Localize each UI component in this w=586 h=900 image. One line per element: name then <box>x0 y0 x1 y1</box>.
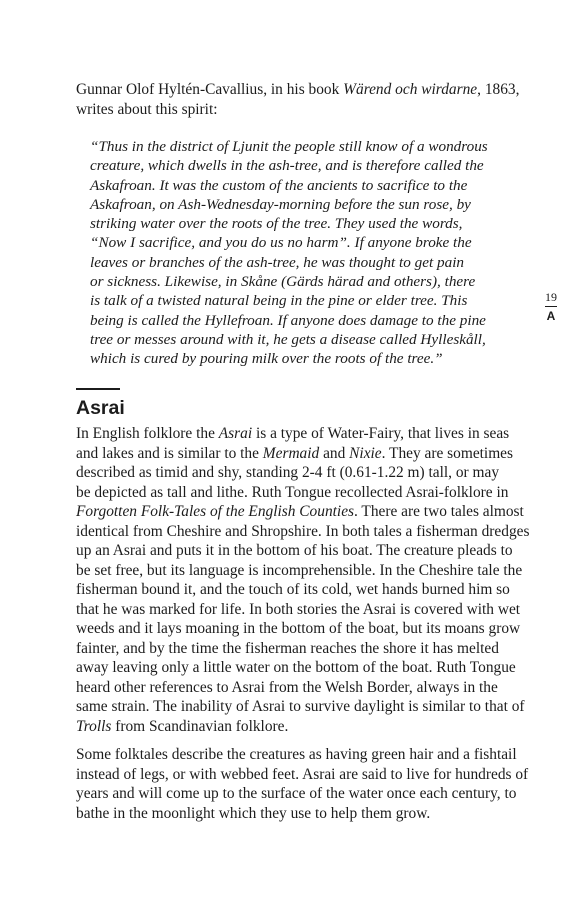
intro-line <box>76 80 520 100</box>
body-line: described as timid and shy, standing 2-4 ft (0.61-1.22 m) tall, or may <box>76 464 500 481</box>
quote-line: is talk of a twisted natural being in the pine or elder tree. This <box>90 292 468 310</box>
term-mermaid: Mermaid <box>262 444 320 462</box>
body-line: be depicted as tall and lithe. Ruth Tongue recollected Asrai-folklore in <box>76 483 509 501</box>
body-line: fisherman bound it, and the touch of its cold, wet hands burned him so <box>76 581 510 598</box>
body-line: Trolls from Scandinavian folklore. <box>76 717 289 735</box>
page-number: 19 <box>545 290 557 304</box>
intro-text: , 1863, <box>477 81 520 98</box>
quote-line: or sickness. Likewise, in Skåne (Gärds härad and others), there <box>90 273 476 291</box>
book-title: Forgotten Folk-Tales of the English Counties <box>76 503 355 520</box>
intro-paragraph <box>76 80 520 119</box>
term-asrai: Asrai <box>218 425 253 442</box>
quote-line: creature, which dwells in the ash-tree, and is therefore called the <box>90 157 484 175</box>
quote-line: Askafroan. It was the custom of the ancients to sacrifice to the <box>90 176 468 194</box>
body-line: identical from Cheshire and Shropshire. In both tales a fisherman dredges <box>76 522 530 540</box>
quote-line: leaves or branches of the ash-tree, he was thought to get pain <box>90 253 465 271</box>
quote-line: being is called the Hyllefroan. If anyone does damage to the pine <box>90 311 486 329</box>
body-line: In English folklore the Asrai is a type of Water-Fairy, that lives in seas <box>76 425 510 442</box>
quote-line: Askafroan, on Ash-Wednesday-morning before the sun rose, by <box>90 195 471 213</box>
body-line: Some folktales describe the creatures as having green hair and a fishtail <box>76 746 517 763</box>
page-folio <box>540 290 562 323</box>
body-line: weeds and it lays moaning in the bottom of the boat, but its moans grow <box>76 620 521 637</box>
term-trolls: Trolls <box>76 717 112 735</box>
section-heading: Asrai <box>76 397 125 419</box>
body-line: away leaving only a little water on the bottom of the boat. Ruth Tongue <box>76 659 516 676</box>
quote-line: which is cured by pouring milk over the roots of the tree.” <box>90 350 443 368</box>
body-line: fainter, and by the time the fisherman reaches the shore it has melted <box>76 639 499 657</box>
quote-line: “Now I sacrifice, and you do us no harm”. If anyone broke the <box>90 234 472 252</box>
body-line: heard other references to Asrai from the Welsh Border, always in the <box>76 678 498 696</box>
body-line: bathe in the moonlight which they use to help them grow. <box>76 804 431 822</box>
body-line: and lakes and is similar to the Mermaid and Nixie. They are sometimes <box>76 444 513 462</box>
body-paragraph <box>76 745 529 823</box>
body-line: that he was marked for life. In both stories the Asrai is covered with wet <box>76 600 521 618</box>
section-rule <box>76 388 120 390</box>
intro-line: writes about this spirit: <box>76 100 218 118</box>
body-line: be set free, but its language is incomprehensible. In the Cheshire tale the <box>76 561 523 579</box>
block-quote <box>90 137 490 369</box>
body-line: years and will come up to the surface of the water once each century, to <box>76 785 517 802</box>
quote-line: tree or messes around with it, he gets a disease called Hylleskåll, <box>90 330 486 348</box>
quote-line: “Thus in the district of Ljunit the people still know of a wondrous <box>90 138 488 155</box>
body-line: same strain. The inability of Asrai to survive daylight is similar to that of <box>76 698 525 715</box>
body-line: Forgotten Folk-Tales of the English Counties. There are two tales almost <box>76 503 524 520</box>
section-letter: A <box>546 309 556 323</box>
body-line: instead of legs, or with webbed feet. Asrai are said to live for hundreds of <box>76 765 529 783</box>
quote-line: striking water over the roots of the tree. They used the words, <box>90 215 463 233</box>
body-line: up an Asrai and puts it in the bottom of his boat. The creature pleads to <box>76 542 513 559</box>
body-paragraph <box>76 424 530 736</box>
folio-divider <box>545 306 557 307</box>
intro-text: Gunnar Olof Hyltén-Cavallius, in his book <box>76 81 344 98</box>
book-title: Wärend och wirdarne <box>343 81 478 98</box>
term-nixie: Nixie <box>349 444 382 462</box>
